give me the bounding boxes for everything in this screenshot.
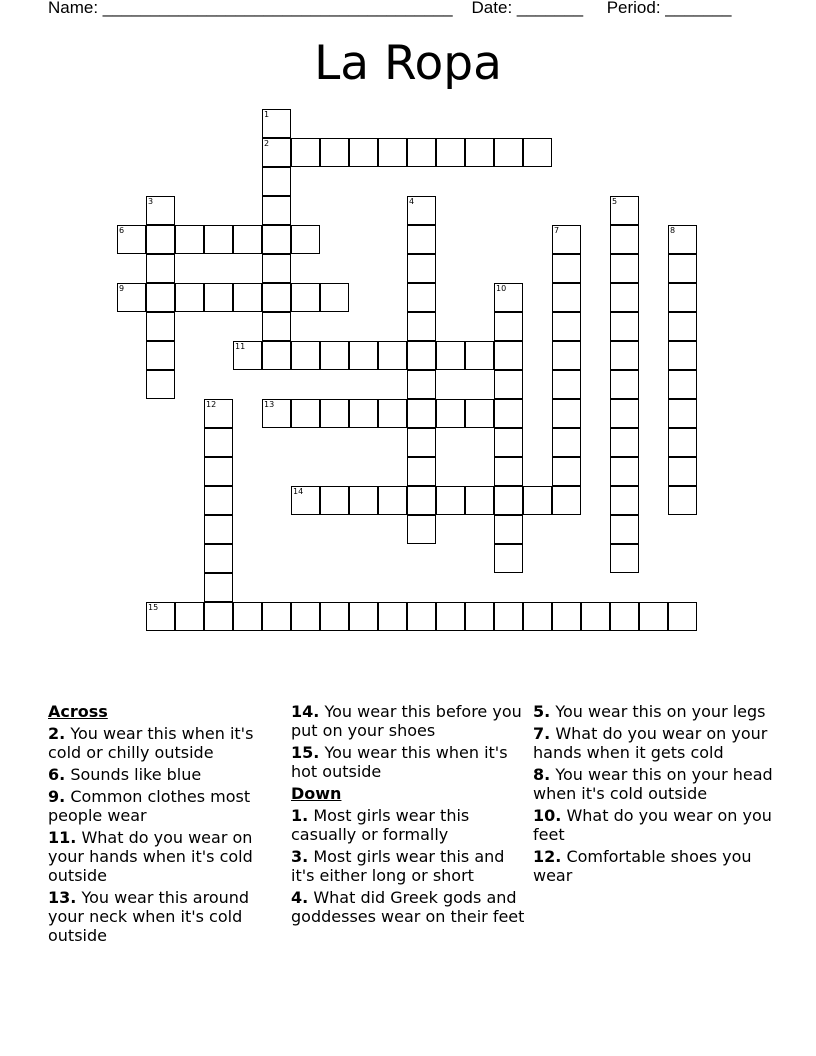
- grid-cell[interactable]: [494, 138, 523, 167]
- grid-cell[interactable]: [291, 602, 320, 631]
- grid-cell[interactable]: [204, 399, 233, 428]
- grid-cell[interactable]: [552, 312, 581, 341]
- grid-cell[interactable]: [407, 254, 436, 283]
- clue-item-text: Comfortable shoes you wear: [533, 847, 752, 885]
- grid-cell[interactable]: [378, 602, 407, 631]
- grid-cell[interactable]: [233, 225, 262, 254]
- clue-number: 7: [554, 226, 560, 235]
- grid-cell[interactable]: [262, 196, 291, 225]
- clue-column-1: [48, 702, 288, 948]
- grid-cell[interactable]: [407, 341, 436, 370]
- grid-cell[interactable]: [378, 138, 407, 167]
- grid-cell[interactable]: [291, 486, 320, 515]
- grid-cell[interactable]: [291, 225, 320, 254]
- grid-cell[interactable]: [552, 254, 581, 283]
- grid-cell[interactable]: [378, 486, 407, 515]
- grid-cell[interactable]: [552, 225, 581, 254]
- grid-cell[interactable]: [204, 457, 233, 486]
- date-field-label: Date: _______: [471, 0, 584, 17]
- grid-cell[interactable]: [610, 196, 639, 225]
- grid-cell[interactable]: [610, 254, 639, 283]
- grid-cell[interactable]: [407, 486, 436, 515]
- grid-cell[interactable]: [262, 138, 291, 167]
- grid-cell[interactable]: [494, 486, 523, 515]
- grid-cell[interactable]: [262, 341, 291, 370]
- grid-cell[interactable]: [494, 602, 523, 631]
- grid-cell[interactable]: [494, 312, 523, 341]
- clue-item: [48, 765, 288, 784]
- clue-column-3: [533, 702, 773, 888]
- grid-cell[interactable]: [494, 428, 523, 457]
- grid-cell[interactable]: [291, 283, 320, 312]
- grid-cell[interactable]: [407, 283, 436, 312]
- clue-number: 15: [148, 603, 159, 612]
- grid-cell[interactable]: [349, 399, 378, 428]
- clue-item-text: You wear this when it's cold or chilly outside: [48, 724, 254, 762]
- grid-cell[interactable]: [668, 399, 697, 428]
- grid-cell[interactable]: [581, 602, 610, 631]
- grid-cell[interactable]: [320, 399, 349, 428]
- grid-cell[interactable]: [523, 602, 552, 631]
- grid-cell[interactable]: [262, 254, 291, 283]
- clue-item: [533, 765, 773, 803]
- grid-cell[interactable]: [668, 225, 697, 254]
- clue-number: 3: [148, 197, 154, 206]
- grid-cell[interactable]: [610, 341, 639, 370]
- clue-item-number: 2.: [48, 724, 66, 743]
- clue-item: [533, 847, 773, 885]
- clue-item-text: You wear this before you put on your shoes: [291, 702, 522, 740]
- clue-number: 14: [293, 487, 304, 496]
- clue-item: [291, 806, 531, 844]
- clue-number: 4: [409, 197, 415, 206]
- grid-cell[interactable]: [407, 370, 436, 399]
- grid-cell[interactable]: [407, 225, 436, 254]
- clue-item-text: Most girls wear this casually or formally: [291, 806, 470, 844]
- clue-item-number: 3.: [291, 847, 309, 866]
- grid-cell[interactable]: [610, 457, 639, 486]
- grid-cell[interactable]: [668, 341, 697, 370]
- clue-item: [48, 724, 288, 762]
- grid-cell[interactable]: [349, 138, 378, 167]
- grid-cell[interactable]: [262, 399, 291, 428]
- clue-item: [533, 702, 773, 721]
- clue-item: [291, 702, 531, 740]
- clue-item-text: You wear this on your legs: [555, 702, 766, 721]
- grid-cell[interactable]: [494, 544, 523, 573]
- across-heading: Across: [48, 702, 108, 721]
- grid-cell[interactable]: [262, 225, 291, 254]
- grid-cell[interactable]: [349, 602, 378, 631]
- clue-item-number: 4.: [291, 888, 309, 907]
- grid-cell[interactable]: [436, 486, 465, 515]
- grid-cell[interactable]: [204, 544, 233, 573]
- grid-cell[interactable]: [552, 428, 581, 457]
- grid-cell[interactable]: [407, 138, 436, 167]
- grid-cell[interactable]: [552, 399, 581, 428]
- grid-cell[interactable]: [204, 515, 233, 544]
- grid-cell[interactable]: [668, 602, 697, 631]
- grid-cell[interactable]: [494, 341, 523, 370]
- grid-cell[interactable]: [262, 109, 291, 138]
- clue-item: [291, 888, 531, 926]
- clue-item-text: Most girls wear this and it's either long or short: [291, 847, 505, 885]
- grid-cell[interactable]: [610, 515, 639, 544]
- clue-item-number: 10.: [533, 806, 562, 825]
- grid-cell[interactable]: [552, 370, 581, 399]
- grid-cell[interactable]: [552, 486, 581, 515]
- grid-cell[interactable]: [407, 196, 436, 225]
- clue-item-number: 11.: [48, 828, 77, 847]
- clue-item-text: Common clothes most people wear: [48, 787, 251, 825]
- grid-cell[interactable]: [320, 283, 349, 312]
- grid-cell[interactable]: [610, 370, 639, 399]
- clue-item-number: 1.: [291, 806, 309, 825]
- grid-cell[interactable]: [436, 138, 465, 167]
- name-field-label: Name: _____________________________________: [48, 0, 453, 17]
- grid-cell[interactable]: [494, 370, 523, 399]
- grid-cell[interactable]: [146, 196, 175, 225]
- grid-cell[interactable]: [494, 515, 523, 544]
- grid-cell[interactable]: [262, 602, 291, 631]
- grid-cell[interactable]: [668, 486, 697, 515]
- clue-item-text: You wear this around your neck when it's cold outside: [48, 888, 250, 945]
- clue-item: [533, 806, 773, 844]
- grid-cell[interactable]: [610, 283, 639, 312]
- grid-cell[interactable]: [639, 602, 668, 631]
- clue-item-number: 6.: [48, 765, 66, 784]
- grid-cell[interactable]: [668, 254, 697, 283]
- clue-column-2: [291, 702, 531, 929]
- grid-cell[interactable]: [233, 283, 262, 312]
- clue-item-number: 7.: [533, 724, 551, 743]
- clue-item-number: 14.: [291, 702, 320, 721]
- grid-cell[interactable]: [349, 341, 378, 370]
- clue-number: 8: [670, 226, 676, 235]
- grid-cell[interactable]: [291, 138, 320, 167]
- grid-cell[interactable]: [204, 225, 233, 254]
- grid-cell[interactable]: [552, 602, 581, 631]
- clue-number: 11: [235, 342, 246, 351]
- grid-cell[interactable]: [320, 341, 349, 370]
- grid-cell[interactable]: [262, 283, 291, 312]
- clue-item: [291, 847, 531, 885]
- clue-item-number: 12.: [533, 847, 562, 866]
- grid-cell[interactable]: [465, 138, 494, 167]
- grid-cell[interactable]: [494, 283, 523, 312]
- grid-cell[interactable]: [146, 312, 175, 341]
- clue-number: 12: [206, 400, 217, 409]
- clue-item: [291, 743, 531, 781]
- clue-number: 6: [119, 226, 125, 235]
- clue-item-number: 8.: [533, 765, 551, 784]
- grid-cell[interactable]: [320, 486, 349, 515]
- grid-cell[interactable]: [610, 544, 639, 573]
- grid-cell[interactable]: [494, 457, 523, 486]
- grid-cell[interactable]: [552, 283, 581, 312]
- grid-cell[interactable]: [204, 573, 233, 602]
- grid-cell[interactable]: [175, 602, 204, 631]
- grid-cell[interactable]: [436, 399, 465, 428]
- grid-cell[interactable]: [523, 486, 552, 515]
- clue-number: 1: [264, 110, 270, 119]
- clue-item-text: Sounds like blue: [70, 765, 202, 784]
- grid-cell[interactable]: [233, 602, 262, 631]
- grid-cell[interactable]: [610, 399, 639, 428]
- grid-cell[interactable]: [204, 486, 233, 515]
- clue-item-number: 9.: [48, 787, 66, 806]
- grid-cell[interactable]: [175, 283, 204, 312]
- grid-cell[interactable]: [494, 399, 523, 428]
- clue-item: [48, 787, 288, 825]
- grid-cell[interactable]: [320, 138, 349, 167]
- grid-cell[interactable]: [668, 428, 697, 457]
- clue-number: 13: [264, 400, 275, 409]
- grid-cell[interactable]: [291, 399, 320, 428]
- grid-cell[interactable]: [668, 283, 697, 312]
- grid-cell[interactable]: [146, 341, 175, 370]
- period-field-label: Period: _______: [606, 0, 732, 17]
- grid-cell[interactable]: [291, 341, 320, 370]
- grid-cell[interactable]: [610, 225, 639, 254]
- grid-cell[interactable]: [668, 457, 697, 486]
- clue-item-text: You wear this on your head when it's cold outside: [533, 765, 773, 803]
- grid-cell[interactable]: [407, 428, 436, 457]
- clue-number: 9: [119, 284, 125, 293]
- grid-cell[interactable]: [436, 602, 465, 631]
- grid-cell[interactable]: [465, 602, 494, 631]
- grid-cell[interactable]: [146, 602, 175, 631]
- grid-cell[interactable]: [117, 283, 146, 312]
- clue-item-number: 5.: [533, 702, 551, 721]
- clue-item-number: 15.: [291, 743, 320, 762]
- grid-cell[interactable]: [610, 486, 639, 515]
- clue-item: [48, 888, 288, 945]
- grid-cell[interactable]: [320, 602, 349, 631]
- clue-number: 2: [264, 139, 270, 148]
- clue-item: [48, 828, 288, 885]
- grid-cell[interactable]: [146, 370, 175, 399]
- clue-item-text: What did Greek gods and goddesses wear on their feet: [291, 888, 525, 926]
- grid-cell[interactable]: [436, 341, 465, 370]
- grid-cell[interactable]: [117, 225, 146, 254]
- grid-cell[interactable]: [233, 341, 262, 370]
- grid-cell[interactable]: [407, 312, 436, 341]
- clue-item-text: What do you wear on your hands when it gets cold: [533, 724, 768, 762]
- grid-cell[interactable]: [378, 399, 407, 428]
- grid-cell[interactable]: [349, 486, 378, 515]
- grid-cell[interactable]: [465, 486, 494, 515]
- grid-cell[interactable]: [610, 312, 639, 341]
- grid-cell[interactable]: [204, 283, 233, 312]
- grid-cell[interactable]: [204, 602, 233, 631]
- grid-cell[interactable]: [610, 428, 639, 457]
- grid-cell[interactable]: [407, 515, 436, 544]
- grid-cell[interactable]: [523, 138, 552, 167]
- grid-cell[interactable]: [407, 457, 436, 486]
- clue-item-text: What do you wear on you feet: [533, 806, 772, 844]
- clue-item-text: What do you wear on your hands when it's cold outside: [48, 828, 253, 885]
- grid-cell[interactable]: [552, 457, 581, 486]
- grid-cell[interactable]: [407, 399, 436, 428]
- clue-number: 5: [612, 197, 618, 206]
- grid-cell[interactable]: [175, 225, 204, 254]
- grid-cell[interactable]: [262, 312, 291, 341]
- down-heading: Down: [291, 784, 342, 803]
- grid-cell[interactable]: [552, 341, 581, 370]
- clue-number: 10: [496, 284, 507, 293]
- clue-item: [533, 724, 773, 762]
- grid-cell[interactable]: [668, 312, 697, 341]
- grid-cell[interactable]: [465, 399, 494, 428]
- clue-item-text: You wear this when it's hot outside: [291, 743, 508, 781]
- clue-item-number: 13.: [48, 888, 77, 907]
- page-title: La Ropa: [314, 36, 502, 91]
- grid-cell[interactable]: [465, 341, 494, 370]
- grid-cell[interactable]: [407, 602, 436, 631]
- grid-cell[interactable]: [668, 370, 697, 399]
- grid-cell[interactable]: [262, 167, 291, 196]
- grid-cell[interactable]: [146, 283, 175, 312]
- grid-cell[interactable]: [204, 428, 233, 457]
- grid-cell[interactable]: [146, 254, 175, 283]
- grid-cell[interactable]: [146, 225, 175, 254]
- grid-cell[interactable]: [378, 341, 407, 370]
- grid-cell[interactable]: [610, 602, 639, 631]
